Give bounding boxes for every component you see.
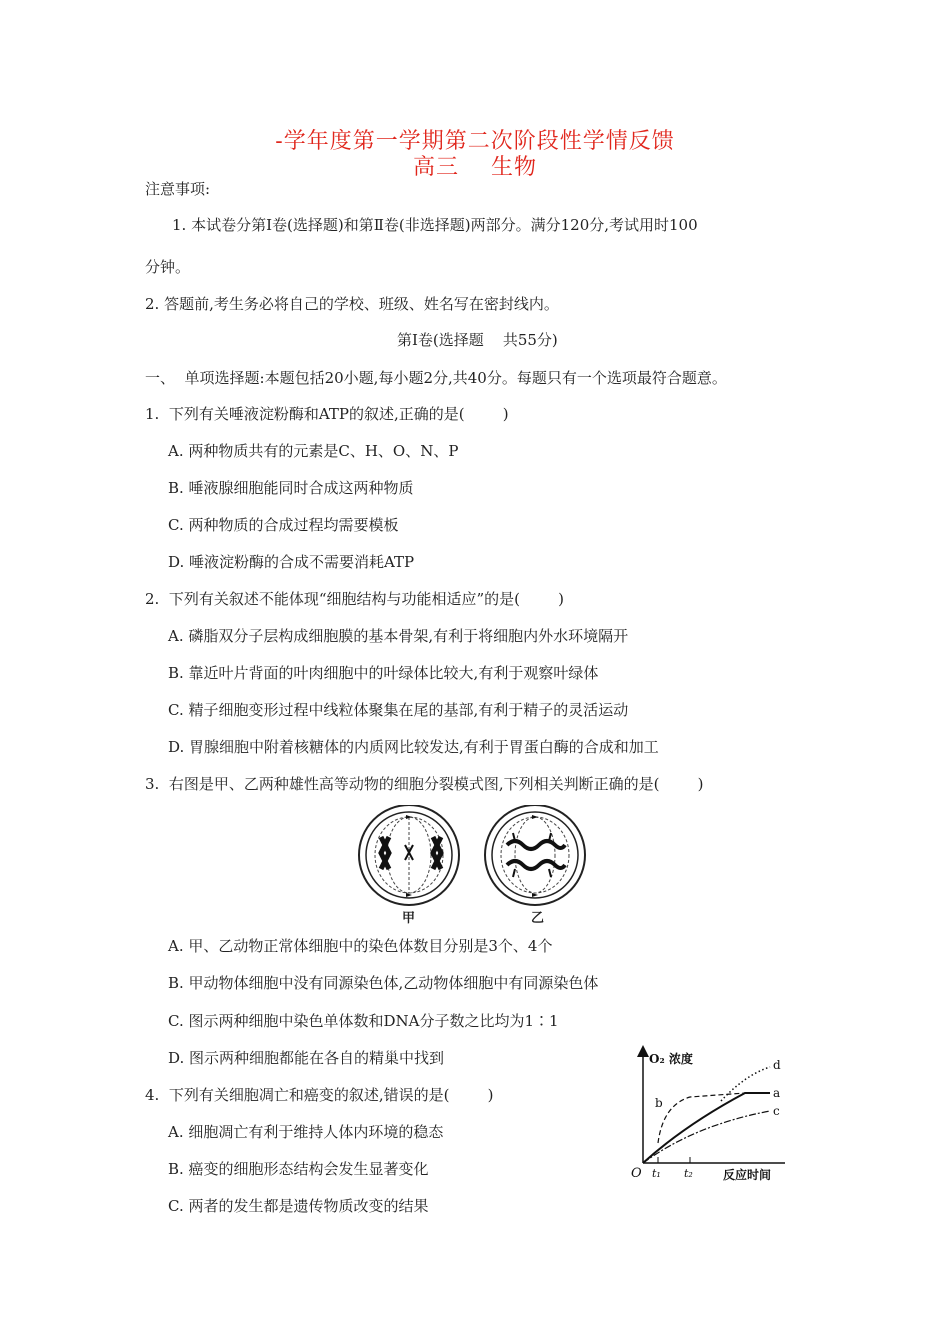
question-4-option-a: A. 细胞凋亡有利于维持人体内环境的稳态: [168, 1123, 444, 1141]
notice-item-1: 1. 本试卷分第Ⅰ卷(选择题)和第Ⅱ卷(非选择题)两部分。满分120分,考试用时100: [172, 216, 698, 234]
question-3-option-a: A. 甲、乙动物正常体细胞中的染色体数目分别是3个、4个: [168, 937, 553, 955]
question-1-stem: 1. 下列有关唾液淀粉酶和ATP的叙述,正确的是( ): [145, 405, 509, 423]
exam-title: -学年度第一学期第二次阶段性学情反馈: [275, 129, 675, 154]
section-title: 第Ⅰ卷(选择题 共55分): [397, 331, 558, 349]
question-2-option-c: C. 精子细胞变形过程中线粒体聚集在尾的基部,有利于精子的灵活运动: [168, 701, 629, 719]
question-1-option-c: C. 两种物质的合成过程均需要模板: [168, 516, 399, 534]
question-3-stem: 3. 右图是甲、乙两种雄性高等动物的细胞分裂模式图,下列相关判断正确的是( ): [145, 775, 704, 793]
graph-tick-t1: t₁: [652, 1167, 661, 1180]
question-2-option-b: B. 靠近叶片背面的叶肉细胞中的叶绿体比较大,有利于观察叶绿体: [168, 664, 599, 682]
cell-division-figure: [355, 805, 595, 930]
question-1-option-d: D. 唾液淀粉酶的合成不需要消耗ATP: [168, 553, 415, 571]
notice-heading: 注意事项:: [145, 180, 211, 198]
question-1-option-b: B. 唾液腺细胞能同时合成这两种物质: [168, 479, 414, 497]
question-3-option-c: C. 图示两种细胞中染色单体数和DNA分子数之比均为1∶1: [168, 1012, 559, 1030]
figure-label-yi: 乙: [531, 911, 545, 926]
section-instruction: 一、 单项选择题:本题包括20小题,每小题2分,共40分。每题只有一个选项最符合题意。: [145, 369, 727, 387]
question-4-option-c: C. 两者的发生都是遗传物质改变的结果: [168, 1197, 429, 1215]
notice-item-2: 2. 答题前,考生务必将自己的学校、班级、姓名写在密封线内。: [145, 295, 559, 313]
question-1-option-a: A. 两种物质共有的元素是C、H、O、N、P: [168, 442, 459, 460]
question-2-option-a: A. 磷脂双分子层构成细胞膜的基本骨架,有利于将细胞内外水环境隔开: [168, 627, 629, 645]
curve-label-b: b: [655, 1096, 663, 1110]
curve-d: [721, 1067, 770, 1101]
question-3-option-d: D. 图示两种细胞都能在各自的精巢中找到: [168, 1049, 445, 1067]
notice-item-1-cont: 分钟。: [145, 258, 191, 276]
question-2-stem: 2. 下列有关叙述不能体现“细胞结构与功能相适应”的是( ): [145, 590, 565, 608]
oxygen-graph: [625, 1045, 795, 1185]
curve-label-c: c: [773, 1104, 780, 1118]
curve-label-d: d: [773, 1058, 781, 1072]
cell-yi-diagram: [485, 805, 585, 905]
graph-origin: O: [631, 1166, 642, 1181]
question-2-option-d: D. 胃腺细胞中附着核糖体的内质网比较发达,有利于胃蛋白酶的合成和加工: [168, 738, 659, 756]
question-3-option-b: B. 甲动物体细胞中没有同源染色体,乙动物体细胞中有同源染色体: [168, 974, 599, 992]
graph-tick-t2: t₂: [684, 1167, 693, 1180]
cell-jia-diagram: [359, 805, 459, 905]
exam-subtitle: 高三 生物: [413, 155, 537, 180]
curve-c: [643, 1111, 770, 1163]
curve-label-a: a: [773, 1086, 781, 1100]
question-4-stem: 4. 下列有关细胞凋亡和癌变的叙述,错误的是( ): [145, 1086, 494, 1104]
figure-label-jia: 甲: [402, 911, 416, 926]
graph-xlabel: 反应时间: [723, 1168, 772, 1182]
graph-ylabel: O₂ 浓度: [649, 1052, 693, 1066]
question-4-option-b: B. 癌变的细胞形态结构会发生显著变化: [168, 1160, 429, 1178]
